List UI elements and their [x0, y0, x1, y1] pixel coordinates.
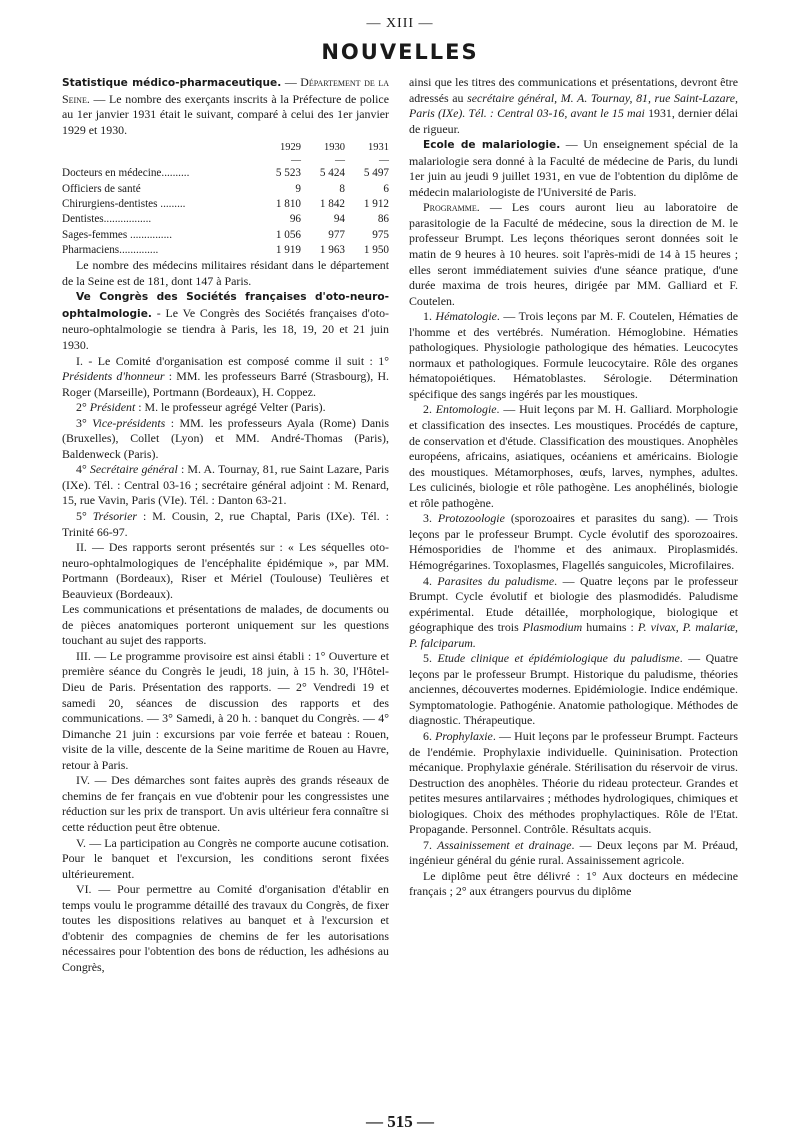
role-members: : M. Cousin, 2, rue Chaptal, Paris (IXe). Tél. : Trinité 66-97.	[62, 509, 389, 539]
course-text: . — Quatre leçons par le professeur Brumpt. Historique du paludisme, théories anciennes, découvertes modernes. Epidémiologie. Indice endémique. Symptomatologie. Pathogénie. Anatomie pathologique. Méthodes de diagnostic. Thérapeutique.	[409, 651, 738, 728]
row-value: 8	[339, 182, 345, 195]
table-row	[62, 166, 389, 181]
year-cell: 1930	[324, 142, 345, 154]
role-label: Trésorier	[92, 509, 137, 524]
year-cell: 1929	[280, 142, 301, 154]
table-row	[62, 197, 389, 212]
committee-intro: Le Comité d'organisation est composé comme il suit :	[97, 353, 373, 368]
right-column	[409, 75, 738, 900]
row-label: Chirurgiens-dentistes .........	[62, 198, 186, 211]
course-text: . — Trois leçons par M. F. Coutelen, Hématies de l'homme et des vertébrés. Numération. Hémoglobine. Hématies pathologiques. Physiologie pathologique des hématies. Leucocytes normaux et pathologiques. Formule leucocytaire. Rôle des organes hématopoiétiques. Hématoblastes. Sérologie. Détermination spécifique des sangs ingérés par les moustiques.	[409, 309, 739, 401]
course-item	[409, 511, 738, 573]
continuation-paragraph	[409, 75, 738, 137]
course-title: Entomologie	[435, 402, 497, 417]
stat-intro-caps: — Département de la Seine.	[62, 75, 389, 106]
course-item	[409, 309, 738, 402]
secretary-address: secrétaire général, M. A. Tournay, 81, rue Saint-Lazare, Paris (IXe). Tél. : Central 03-16, avant le 15 mai	[409, 90, 739, 121]
stat-intro: — Le nombre des exerçants inscrits à la Préfecture de police au 1er janvier 1931 était le suivant, comparé à celui des 1er janvier 1929 et 1930.	[62, 91, 389, 137]
course-text: humains :	[582, 620, 638, 635]
row-value: 5 523	[275, 167, 301, 180]
course-title: Hématologie	[435, 309, 497, 324]
row-value: 5 497	[363, 167, 389, 180]
course-title: Parasites du paludisme	[437, 573, 555, 588]
course-text: (sporozoaires et parasites du sang). — Trois leçons par le professeur Brumpt. Cycle évolutif des sporozoaires. Hémosporidies de l'homme et des animaux. Piroplasmidés. Hémogrégarines. Toxoplasmes, Flagellés sanguicoles, Microfilaires.	[409, 511, 738, 572]
year-cell: 1931	[368, 142, 389, 154]
row-value: 96	[289, 213, 301, 226]
page-roman-numeral: — XIII —	[366, 16, 434, 31]
row-value: 975	[372, 228, 389, 241]
course-text: . — Deux leçons par M. Préaud, ingénieur général du génie rural. Assainissement agricole.	[409, 837, 739, 868]
stat-paragraph	[62, 75, 389, 138]
row-value: 977	[328, 228, 345, 241]
ecole-text: — Un enseignement spécial de la malariologie sera donné à la Faculté de médecine de Paris, du lundi 1er juin au jeudi 9 juillet 1931, en vue de l'obtention du diplôme de médecin malariologiste de l'Université de Paris.	[409, 137, 738, 199]
row-label: Dentistes.................	[62, 213, 152, 226]
course-text: . — Huit leçons par le professeur Brumpt. Facteurs de l'endémie. Prophylaxie individuelle. Quininisation. Protection mécanique. Prophylaxie générale. Stérilisation du réservoir de virus. Destruction des anophèles. Théorie du rideau protecteur. Grandes et petites mesures antilarvaires ; méthodes hydrologiques, chimiques et biologiques. Choix des méthodes prophylactiques. Rôle de l'Etat. Propagande. Personnel. Contrôle. Résultats acquis.	[409, 728, 738, 837]
ecole-heading: Ecole de malariologie.	[423, 139, 561, 152]
row-value: 1 912	[363, 198, 389, 211]
page-number: — 515 —	[366, 1112, 434, 1131]
item-number: 4°	[76, 462, 90, 477]
course-title: Prophylaxie	[435, 728, 493, 743]
course-text: . — Huit leçons par M. H. Galliard. Morphologie et classification des insectes. Les moustiques. Procédés de capture, de conservation et d'étude. Classification des moustiques. Anophèles européens, africains, asiatiques, océaniens et américains. Biologie des moustiques. Métamorphoses, œufs, larves, nymphes, adultes. Les culicinés, biologie et rôle pathogène. Les anophélinés, biologie et rôle pathogène.	[409, 402, 738, 510]
stat-years-row	[62, 140, 389, 155]
table-row	[62, 212, 389, 227]
row-value: 86	[377, 213, 389, 226]
communications-paragraph: Les communications et présentations de malades, de documents ou de pièces anatomiques porteront uniquement sur les questions touchant au sujet des rapports.	[62, 602, 389, 648]
section-number: I. -	[76, 353, 93, 368]
item-number: 2.	[423, 402, 436, 417]
diplome-paragraph: Le diplôme peut être délivré : 1° Aux docteurs en médecine français ; 2° aux étrangers pourvus du diplôme	[409, 868, 738, 899]
role-members: : MM. les professeurs Ayala (Rome) Danis (Bruxelles), Collet (Lyon) et MM. André-Thomas (Paris), Baldenweck (Paris).	[62, 415, 389, 461]
row-value: 5 424	[319, 167, 345, 180]
row-value: 1 919	[275, 243, 301, 256]
row-label: Sages-femmes ...............	[62, 228, 172, 241]
ecole-paragraph	[409, 137, 738, 200]
committee-item	[62, 462, 389, 509]
programme-label: Programme.	[423, 200, 480, 215]
course-item	[409, 402, 738, 511]
reports-paragraph: II. — Des rapports seront présentés sur : « Les séquelles oto-neuro-ophtalmologiques de l'encéphalite épidémique », par MM. Portmann (Bordeaux), Riser et Mériel (Toulouse) Teulières et Beauvieux (Bordeaux).	[62, 540, 389, 601]
stat-dash-row	[62, 155, 389, 166]
species-names: P. vivax, P. malariæ, P. falciparum.	[409, 620, 739, 650]
dash-cell: —	[335, 155, 345, 167]
row-value: 94	[333, 213, 345, 226]
page-title: NOUVELLES	[321, 40, 479, 64]
program-paragraph: III. — Le programme provisoire est ainsi établi : 1° Ouverture et première séance du Congrès le jeudi, 18 juin, à 15 h. 30, l'Hôtel-Dieu de Paris. Présentation des rapports. — 2° Vendredi 19 et samedi 20, séances de discussion des rapports et des communications. — 3° Samedi, à 20 h. : banquet du Congrès. — 4° Dimanche 21 juin : excursions par voie ferrée et bateau : Rouen, visite de la ville, descente de la Seine maritime de Rouen au Havre, retour à Paris.	[62, 648, 389, 772]
congres-heading: Ve Congrès des Sociétés françaises d'oto-neuro-ophtalmologie.	[62, 291, 389, 320]
role-label: Présidents d'honneur	[62, 369, 165, 384]
programme-paragraph	[409, 200, 738, 309]
row-value: 1 056	[275, 228, 301, 241]
item-number: 1.	[423, 309, 436, 324]
participation-paragraph: V. — La participation au Congrès ne comporte aucune cotisation. Pour le banquet et l'excursion, les conditions seront fixées ultérieurement.	[62, 835, 389, 881]
role-label: Vice-présidents	[92, 415, 166, 430]
table-row	[62, 243, 389, 258]
adhesion-paragraph: VI. — Pour permettre au Comité d'organisation d'établir en temps voulu le programme détaillé des travaux du Congrès, de fixer toutes les dispositions relatives au banquet et à l'excursion et d'obtenir des compagnies de chemins de fer les autorisations nécessaires pour l'obtention des bons de réduction, les adhésions au Congrès,	[62, 882, 389, 974]
row-value: 1 842	[319, 198, 345, 211]
row-label: Officiers de santé	[62, 182, 141, 195]
row-value: 6	[383, 182, 389, 195]
course-item	[409, 729, 738, 838]
item-number: 7.	[423, 837, 438, 852]
stat-heading: Statistique médico-pharmaceutique.	[62, 77, 282, 89]
stat-table	[62, 140, 389, 258]
transport-paragraph: IV. — Des démarches sont faites auprès des grands réseaux de chemins de fer français en vue d'obtenir pour les congressistes une réduction sur les prix de transport. Un avis ultérieur fera connaître si cette réduction peut être obtenue.	[62, 773, 389, 834]
row-label: Pharmaciens..............	[62, 243, 159, 256]
row-value: 1 963	[319, 243, 345, 256]
role-members: : M. A. Tournay, 81, rue Saint Lazare, Paris (IXe). Tél. : Central 03-16 ; secrétaire général adjoint : M. Renard, 15, rue Vavin, Paris (VIe). Tél. : Danton 63-21.	[62, 462, 389, 508]
item-number: 5°	[76, 509, 93, 524]
item-number: 2°	[76, 400, 90, 415]
row-value: 1 810	[275, 198, 301, 211]
dash-cell: —	[379, 155, 389, 167]
course-item	[409, 651, 738, 729]
row-value: 1 950	[363, 243, 389, 256]
item-number: 1°	[378, 353, 389, 368]
role-label: Secrétaire général	[89, 462, 178, 477]
role-members: : M. le professeur agrégé Velter (Paris).	[135, 400, 326, 415]
item-number: 3.	[423, 511, 438, 526]
course-title: Protozoologie	[437, 511, 505, 526]
role-members: : MM. les professeurs Barré (Strasbourg), H. Roger (Marseille), Portmann (Bordeaux), H. Coppez.	[62, 369, 389, 399]
row-label: Docteurs en médecine..........	[62, 167, 190, 180]
congres-paragraph	[62, 289, 389, 353]
course-title: Assainissement et drainage	[437, 837, 572, 852]
continuation-text: ainsi que les titres des communications et présentations, devront être adressés au	[409, 75, 738, 105]
item-number: 6.	[423, 728, 436, 743]
table-row	[62, 182, 389, 197]
congres-intro: - Le Ve Congrès des Sociétés françaises d'oto-neuro-ophtalmologie se tiendra à Paris, les 18, 19, 20 et 21 juin 1930.	[62, 305, 389, 352]
item-number: 5.	[423, 651, 438, 666]
committee-paragraph	[62, 354, 389, 401]
role-label: Président	[89, 400, 136, 415]
left-column	[62, 75, 389, 975]
deadline-text: 1931, dernier délai de rigueur.	[409, 106, 739, 136]
course-text: . — Quatre leçons par le professeur Brumpt. Cycle évolutif et biologie des plasmodidés. Paludisme expérimental. Etude détaillée, morphologique, biologique et géographique des trois	[409, 573, 739, 635]
genus-name: Plasmodium	[522, 620, 583, 635]
course-item	[409, 838, 738, 869]
committee-item	[62, 400, 389, 416]
committee-item	[62, 509, 389, 540]
course-item	[409, 574, 738, 652]
item-number: 4.	[423, 573, 438, 588]
item-number: 3°	[76, 415, 93, 430]
table-row	[62, 228, 389, 243]
row-value: 9	[295, 182, 301, 195]
stat-outro: Le nombre des médecins militaires résidant dans le département de la Seine est de 181, dont 147 à Paris.	[62, 258, 389, 288]
programme-text: — Les cours auront lieu au laboratoire de parasitologie de la Faculté de médecine, sous la direction de M. le professeur Brumpt. Les leçons théoriques seront données soit le matin de 9 heures à 10 heures. soit l'après-midi de 14 à 15 heures ; elles seront immédiatement suivies d'une séance pratique, d'une durée maxima de trois heures, dirigée par MM. Galliard et F. Coutelen.	[409, 200, 738, 308]
dash-cell: —	[291, 155, 301, 167]
committee-item	[62, 416, 389, 463]
course-title: Etude clinique et épidémiologique du paludisme	[437, 651, 680, 666]
